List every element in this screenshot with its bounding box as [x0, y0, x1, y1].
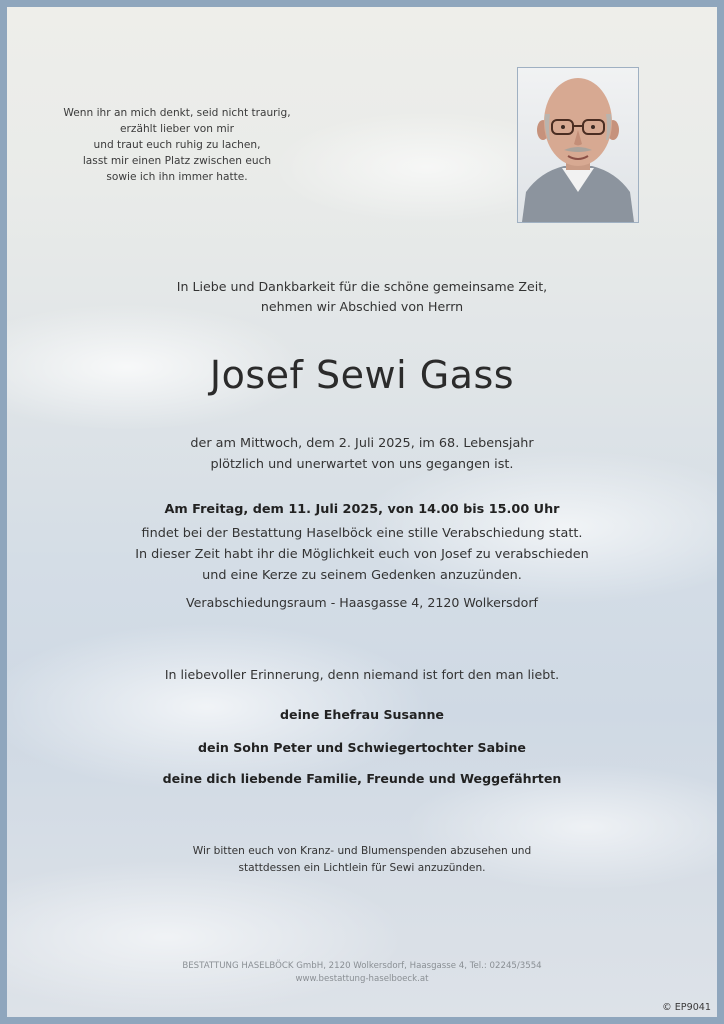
donation-request	[7, 843, 717, 877]
poem-line: erzählt lieber von mir	[120, 123, 234, 135]
intro-line: In Liebe und Dankbarkeit für die schöne gemeinsame Zeit,	[176, 279, 548, 294]
farewell-date: Am Freitag, dem 11. Juli 2025, von 14.00 bis 15.00 Uhr	[164, 502, 560, 517]
footer-website: www.bestattung-haselboeck.at	[295, 974, 429, 984]
intro-text	[7, 277, 717, 317]
poem	[47, 105, 307, 185]
family-son: dein Sohn Peter und Schwiegertochter Sabine	[198, 740, 526, 755]
copyright-notice: © EP9041	[662, 1002, 711, 1013]
portrait-photo	[517, 67, 639, 223]
farewell-line: In dieser Zeit habt ihr die Möglichkeit euch von Josef zu verabschieden	[135, 547, 589, 562]
death-notice	[7, 433, 717, 475]
deceased-name: Josef Sewi Gass	[209, 353, 515, 397]
footer-company: BESTATTUNG HASELBÖCK GmbH, 2120 Wolkersdorf, Haasgasse 4, Tel.: 02245/3554	[182, 961, 542, 971]
funeral-home-footer	[7, 960, 717, 986]
family-wife: deine Ehefrau Susanne	[280, 707, 444, 722]
family-others: deine dich liebende Familie, Freunde und Weggefährten	[162, 771, 562, 786]
poem-line: Wenn ihr an mich denkt, seid nicht traurig,	[63, 107, 291, 119]
intro-line: nehmen wir Abschied von Herrn	[260, 299, 464, 314]
remembrance-line: In liebevoller Erinnerung, denn niemand ist fort den man liebt.	[164, 667, 560, 682]
poem-line: und traut euch ruhig zu lachen,	[93, 139, 261, 151]
obituary-card	[7, 7, 717, 1017]
death-notice-line: plötzlich und unerwartet von uns gegangen ist.	[210, 457, 514, 472]
request-line: stattdessen ein Lichtlein für Sewi anzuzünden.	[238, 862, 486, 874]
request-line: Wir bitten euch von Kranz- und Blumenspenden abzusehen und	[192, 845, 532, 857]
farewell-line: findet bei der Bestattung Haselböck eine stille Verabschiedung statt.	[141, 526, 583, 541]
poem-line: sowie ich ihn immer hatte.	[106, 171, 248, 183]
farewell-line: und eine Kerze zu seinem Gedenken anzuzünden.	[202, 568, 522, 583]
death-notice-line: der am Mittwoch, dem 2. Juli 2025, im 68. Lebensjahr	[190, 436, 534, 451]
farewell-description	[7, 523, 717, 586]
poem-line: lasst mir einen Platz zwischen euch	[82, 155, 272, 167]
farewell-location: Verabschiedungsraum - Haasgasse 4, 2120 Wolkersdorf	[186, 595, 538, 610]
